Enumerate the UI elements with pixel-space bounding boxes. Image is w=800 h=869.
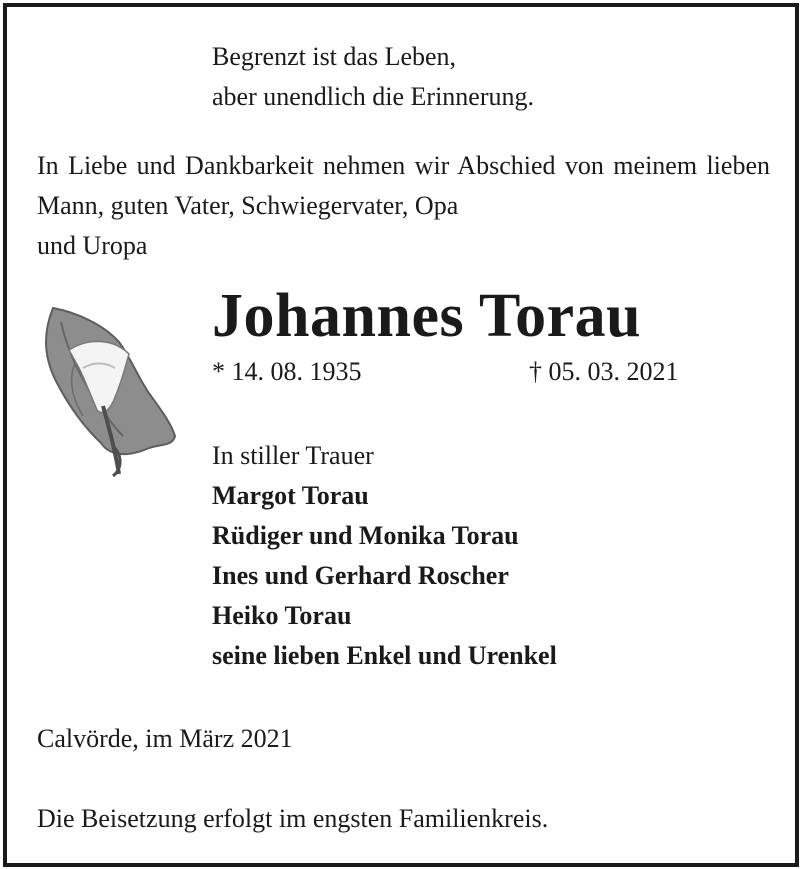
mourning-heading: In stiller Trauer bbox=[212, 441, 374, 470]
quote-line-1: Begrenzt ist das Leben, bbox=[212, 42, 457, 71]
death-date: † 05. 03. 2021 bbox=[529, 357, 679, 386]
farewell-text-last-line: und Uropa bbox=[37, 231, 148, 260]
obituary-notice bbox=[3, 3, 799, 867]
deceased-name: Johannes Torau bbox=[212, 282, 642, 350]
memorial-quote bbox=[212, 37, 534, 117]
quote-line-2: aber unendlich die Erinnerung. bbox=[212, 82, 534, 111]
place-and-date: Calvörde, im März 2021 bbox=[37, 724, 293, 753]
calla-lily-icon bbox=[39, 298, 179, 478]
farewell-text bbox=[37, 146, 770, 266]
mourner-name: Rüdiger und Monika Torau bbox=[212, 521, 519, 550]
birth-date: * 14. 08. 1935 bbox=[212, 357, 362, 386]
burial-note: Die Beisetzung erfolgt im engsten Familienkreis. bbox=[37, 804, 549, 833]
mourner-name: Heiko Torau bbox=[212, 601, 352, 630]
mourner-name: seine lieben Enkel und Urenkel bbox=[212, 641, 557, 670]
farewell-text-body: In Liebe und Dankbarkeit nehmen wir Abschied von meinem lieben Mann, guten Vater, Schwiegervater, Opa bbox=[37, 151, 770, 220]
mourners-block bbox=[212, 436, 557, 676]
mourner-name: Ines und Gerhard Roscher bbox=[212, 561, 509, 590]
mourner-name: Margot Torau bbox=[212, 481, 369, 510]
